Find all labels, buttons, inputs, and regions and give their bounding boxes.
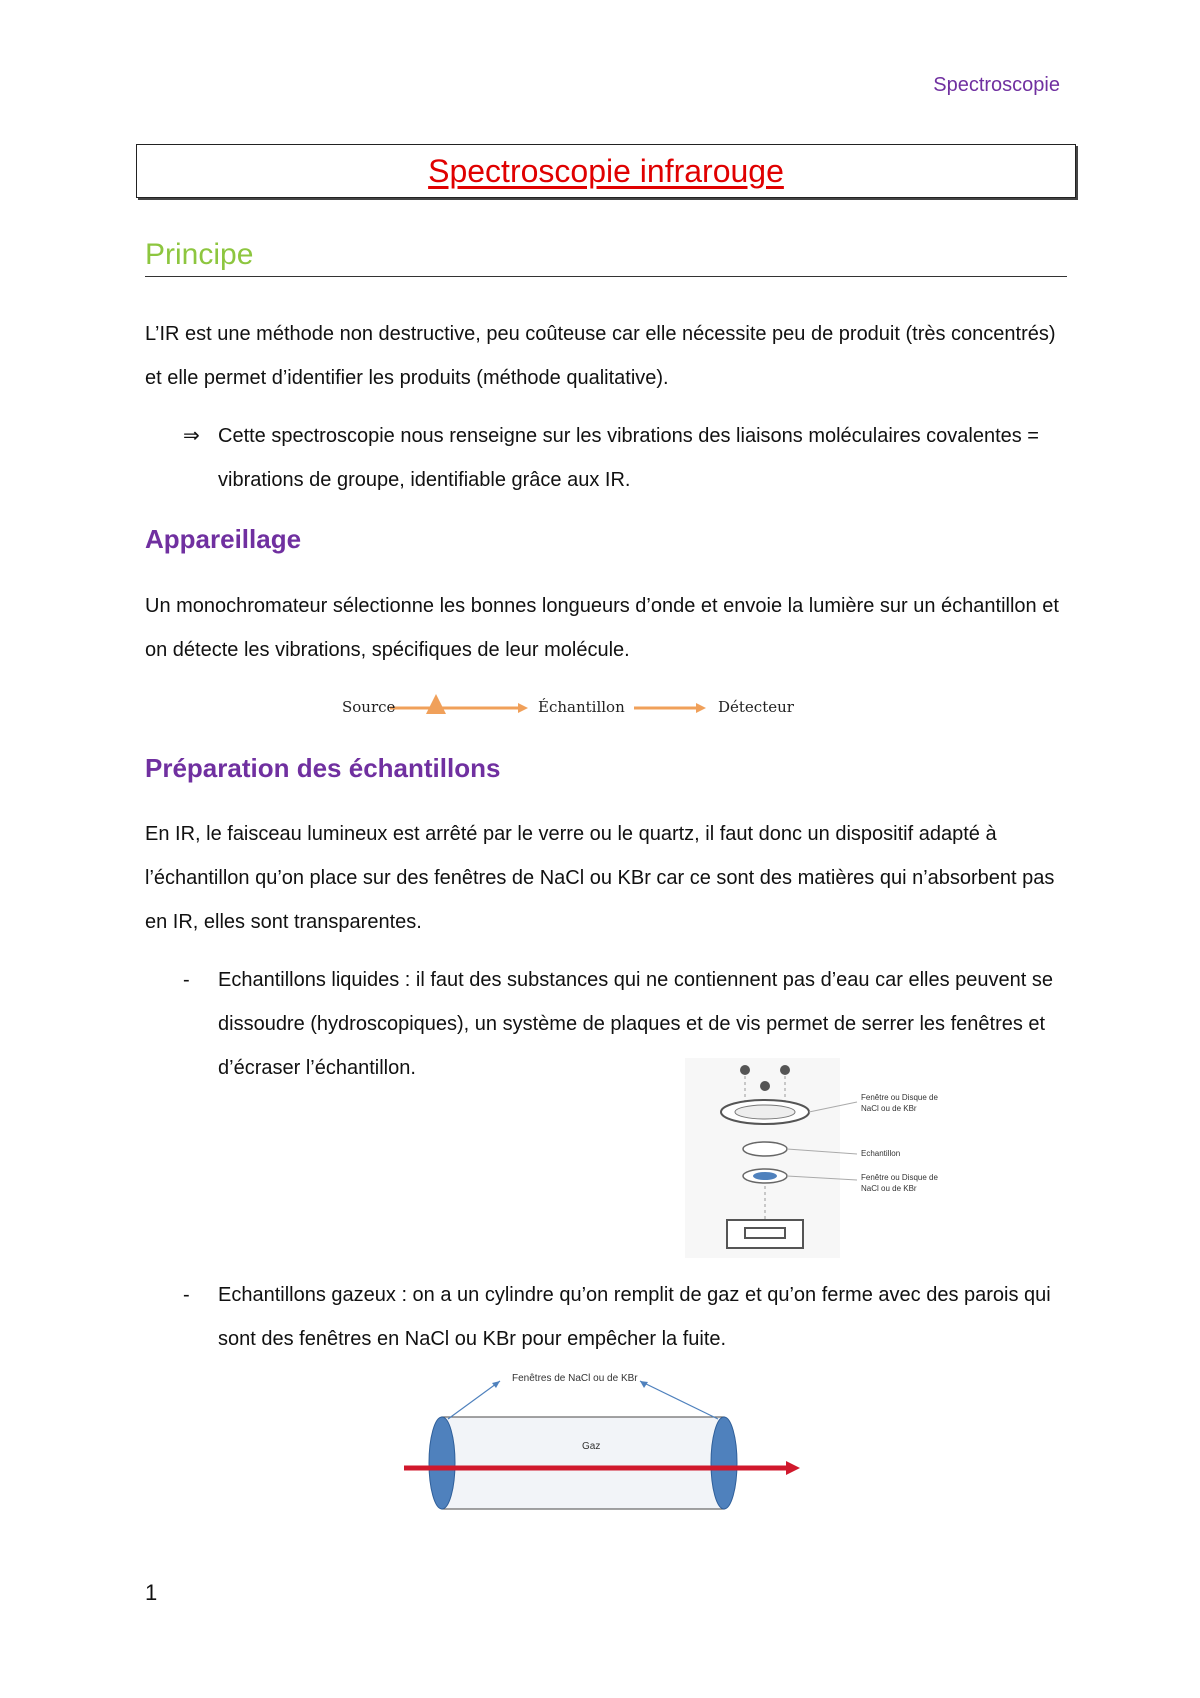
liquid-label-bottom-window: Fenêtre ou Disque de NaCl ou de KBr <box>861 1173 938 1193</box>
flow-detector-label: Détecteur <box>718 698 794 716</box>
preparation-paragraph: En IR, le faisceau lumineux est arrêté par le verre ou le quartz, il faut donc un dispositif adapté à l’échantillon qu’on place sur des fenêtres de NaCl ou KBr car ce sont des matières qui n’absorbent pas en IR, elles sont transparentes. <box>145 823 1055 933</box>
title-box <box>136 144 1076 198</box>
liquid-samples-text: Echantillons liquides : il faut des substances qui ne contiennent pas d’eau car elles peuvent se dissoudre (hydroscopiques), un système de plaques et de vis permet de serrer les fenêtres et d’écraser l’échantillon. <box>218 969 1053 1079</box>
dash-marker: - <box>183 1284 190 1306</box>
principe-bullet-text: Cette spectroscopie nous renseigne sur les vibrations des liaisons moléculaires covalentes = vibrations de groupe, identifiable grâce aux IR. <box>218 425 1039 491</box>
gas-cell-figure <box>400 1373 810 1533</box>
running-header: Spectroscopie <box>933 74 1060 96</box>
appareillage-paragraph: Un monochromateur sélectionne les bonnes longueurs d’onde et envoie la lumière sur un échantillon et on détecte les vibrations, spécifiques de leur molécule. <box>145 595 1059 661</box>
liquid-label-top-window: Fenêtre ou Disque de NaCl ou de KBr <box>861 1093 938 1113</box>
page-number: 1 <box>145 1580 158 1605</box>
ir-beam-arrowhead <box>786 1461 800 1475</box>
document-title: Spectroscopie infrarouge <box>428 152 784 189</box>
left-window-disc <box>429 1417 455 1509</box>
flow-source-label: Source <box>342 698 396 716</box>
liquid-label-sample: Echantillon <box>861 1149 901 1158</box>
flow-sample-label: Échantillon <box>538 698 625 716</box>
heading-appareillage: Appareillage <box>145 524 302 554</box>
liquid-cell-drawing <box>685 1058 945 1258</box>
prism-icon <box>426 694 446 714</box>
gas-cell-drawing <box>400 1373 810 1533</box>
instrument-flow-diagram <box>330 690 850 726</box>
gas-samples-text: Echantillons gazeux : on a un cylindre qu’on remplit de gaz et qu’on ferme avec des parois qui sont des fenêtres en NaCl ou KBr pour empêcher la fuite. <box>218 1284 1051 1350</box>
right-window-disc <box>711 1417 737 1509</box>
principe-paragraph: L’IR est une méthode non destructive, peu coûteuse car elle nécessite peu de produit (très concentrés) et elle permet d’identifier les produits (méthode qualitative). <box>145 323 1056 389</box>
gas-label-gaz: Gaz <box>582 1441 601 1452</box>
gas-samples-item <box>145 1273 1065 1361</box>
heading-preparation: Préparation des échantillons <box>145 753 501 783</box>
dash-marker: - <box>183 969 190 991</box>
principe-bullet <box>145 414 1065 502</box>
gas-label-windows: Fenêtres de NaCl ou de KBr <box>512 1373 638 1384</box>
heading-principe: Principe <box>145 238 1067 277</box>
gas-cylinder-body <box>442 1417 724 1509</box>
implies-arrow-icon: ⇒ <box>183 425 200 447</box>
liquid-cell-figure <box>685 1058 945 1258</box>
